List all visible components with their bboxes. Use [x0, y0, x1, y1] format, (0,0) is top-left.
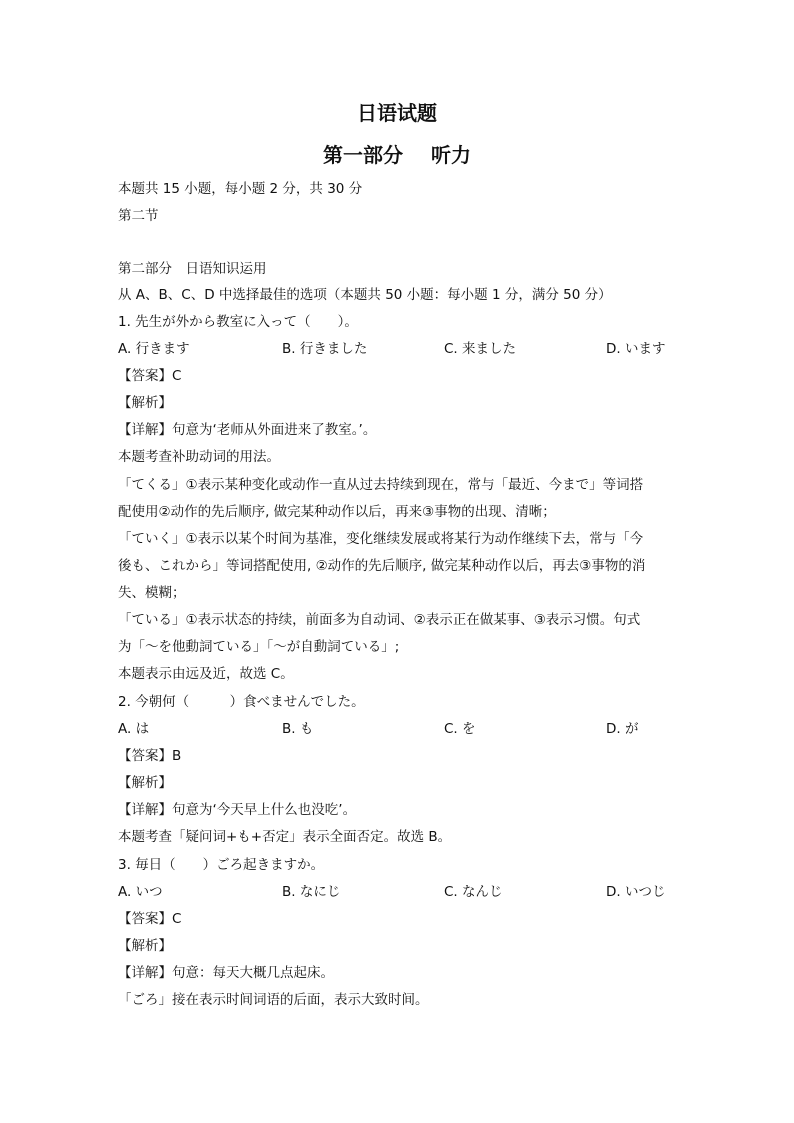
q1-analysis-label: 【解析】: [118, 395, 172, 411]
q1-line: 「てくる」①表示某种变化或动作一直从过去持续到现在，常与「最近、今まで」等词搭: [118, 477, 644, 493]
listening-description: 本题共 15 小题，每小题 2 分，共 30 分: [118, 181, 363, 197]
q3-option-b: B. なにじ: [282, 884, 341, 900]
q2-stem: 2. 今朝何（ ）食べませんでした。: [118, 694, 365, 710]
q3-line: 「ごろ」接在表示时间词语的后面，表示大致时间。: [118, 992, 429, 1008]
part2-heading: 第二部分 日语知识运用: [118, 261, 267, 277]
section2-label: 第二节: [118, 208, 159, 224]
q3-option-a: A. いつ: [118, 884, 163, 900]
q2-option-a: A. は: [118, 721, 150, 737]
q2-line: 本题考查「疑问词+も+否定」表示全面否定。故选 B。: [118, 829, 452, 845]
q1-line: 本题表示由远及近，故选 C。: [118, 666, 294, 682]
q1-line: 後も、これから」等词搭配使用, ②动作的先后顺序, 做完某种动作以后，再去③事物的消: [118, 558, 646, 574]
q1-option-c: C. 来ました: [444, 341, 517, 357]
q3-detail: 【详解】句意：每天大概几点起床。: [118, 965, 334, 981]
q2-detail: 【详解】句意为‘今天早上什么也没吃’。: [118, 802, 357, 818]
q3-stem: 3. 毎日（ ）ごろ起きますか。: [118, 857, 325, 873]
q2-option-b: B. も: [282, 721, 314, 737]
q1-option-b: B. 行きました: [282, 341, 368, 357]
q1-option-a: A. 行きます: [118, 341, 190, 357]
q2-option-d: D. が: [606, 721, 639, 737]
q1-stem: 1. 先生が外から教室に入って（ ）。: [118, 314, 358, 330]
q1-line: 「ていく」①表示以某个时间为基准，变化继续发展或将某行为动作继续下去，常与「今: [118, 531, 644, 547]
q3-option-c: C. なんじ: [444, 884, 503, 900]
q3-answer: 【答案】C: [118, 911, 182, 927]
part1-right: 听力: [431, 143, 471, 167]
page-title: 日语试题: [357, 101, 437, 125]
part1-left: 第一部分: [323, 143, 403, 167]
q2-analysis-label: 【解析】: [118, 775, 172, 791]
q1-line: 「ている」①表示状态的持续，前面多为自动词、②表示正在做某事、③表示习惯。句式: [118, 612, 641, 628]
q3-option-d: D. いつじ: [606, 884, 666, 900]
part1-heading: [0, 139, 794, 168]
q2-option-c: C. を: [444, 721, 476, 737]
part2-description: 从 A、B、C、D 中选择最佳的选项（本题共 50 小题：每小题 1 分，满分 50 分）: [118, 287, 612, 303]
q3-analysis-label: 【解析】: [118, 938, 172, 954]
q1-option-d: D. います: [606, 341, 666, 357]
q2-answer: 【答案】B: [118, 748, 182, 764]
q1-detail: 【详解】句意为‘老师从外面进来了教室。’。: [118, 422, 377, 438]
q1-line: 失、模糊；: [118, 585, 186, 601]
q1-line: 配使用②动作的先后顺序, 做完某种动作以后，再来③事物的出现、清晰；: [118, 504, 556, 520]
q1-line: 本题考查补助动词的用法。: [118, 449, 280, 465]
q1-answer: 【答案】C: [118, 368, 182, 384]
q1-line: 为「～を他動詞ている」「～が自動詞ている」;: [118, 639, 400, 655]
